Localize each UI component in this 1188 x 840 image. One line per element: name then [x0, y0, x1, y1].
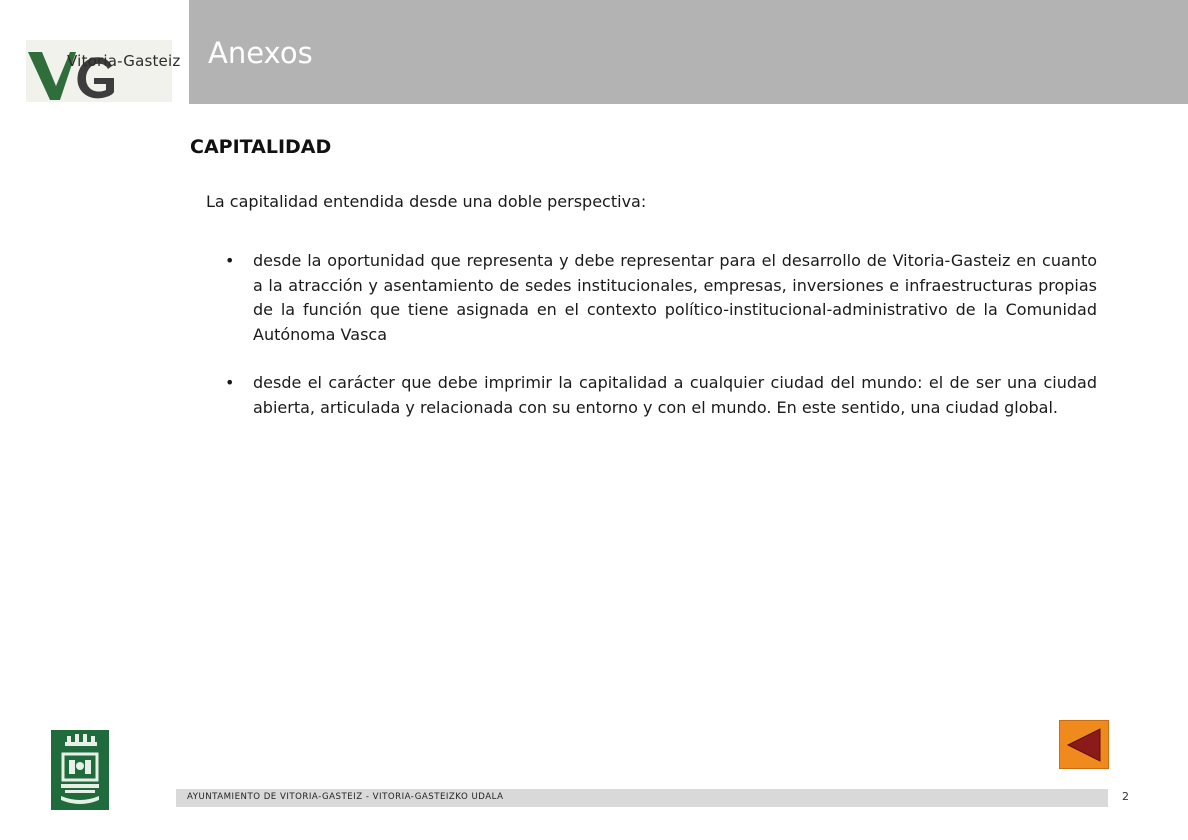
list-item — [225, 249, 1097, 347]
city-emblem-icon — [51, 730, 109, 810]
page-title: Anexos — [208, 36, 313, 70]
previous-arrow-icon — [1060, 721, 1108, 768]
logo-text: Vitoria-Gasteiz — [67, 52, 181, 70]
header-bar — [189, 0, 1188, 104]
intro-text: La capitalidad entendida desde una doble perspectiva: — [206, 192, 647, 211]
section-title: CAPITALIDAD — [190, 136, 332, 158]
vg-logo-icon — [26, 40, 172, 102]
bullet-text: desde el carácter que debe imprimir la capitalidad a cualquier ciudad del mundo: el de ser una ciudad abierta, articulada y relacionada con su entorno y con el mundo. En este sentido, una ciudad global. — [253, 373, 1097, 417]
bullet-list — [225, 249, 1097, 444]
previous-button[interactable] — [1059, 720, 1109, 769]
list-item — [225, 371, 1097, 420]
bullet-icon: • — [225, 251, 235, 270]
bullet-text: desde la oportunidad que representa y debe representar para el desarrollo de Vitoria-Gasteiz en cuanto a la atracción y asentamiento de sedes institucionales, empresas, inversiones e infraestructuras propias de la función que tiene asignada en el contexto político-institucional-administrativo de la Comunidad Autónoma Vasca — [253, 251, 1097, 344]
bullet-icon: • — [225, 373, 235, 392]
footer-text: AYUNTAMIENTO DE VITORIA-GASTEIZ - VITORIA-GASTEIZKO UDALA — [187, 792, 504, 802]
page-number: 2 — [1122, 790, 1129, 803]
